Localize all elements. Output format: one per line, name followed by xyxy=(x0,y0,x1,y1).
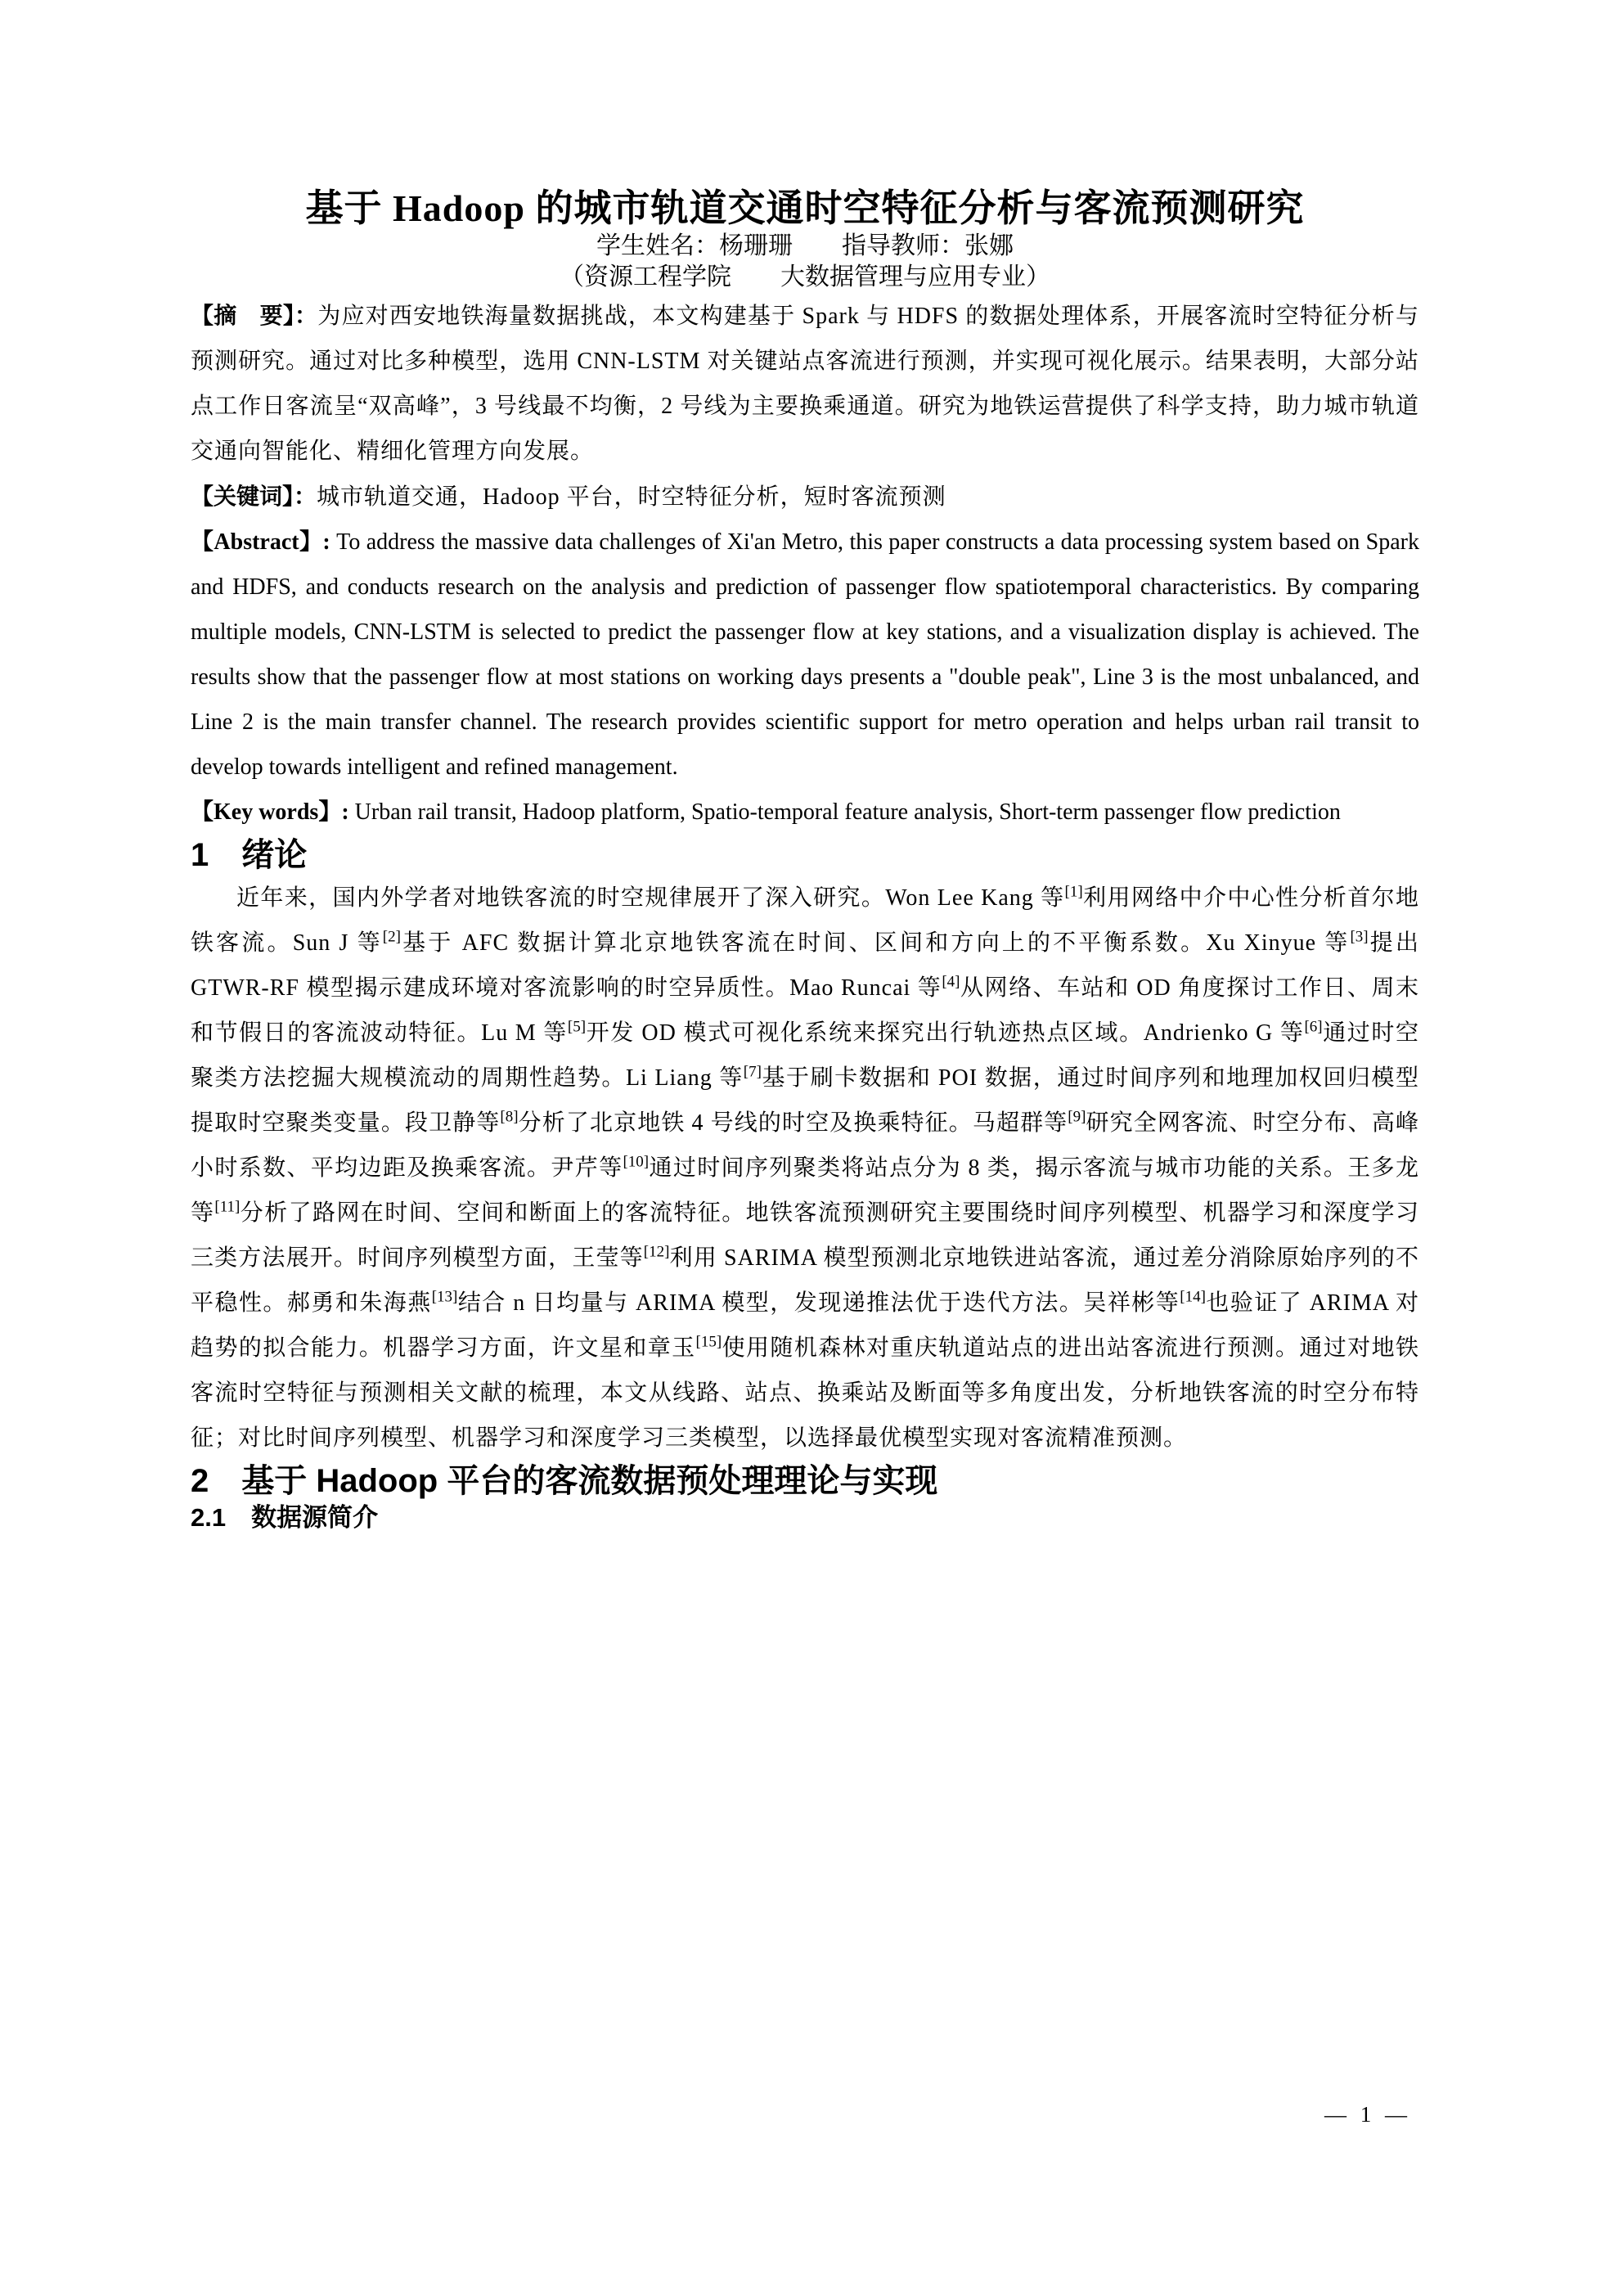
page-number: — 1 — xyxy=(1324,2102,1407,2127)
text-segment: 利用网络中介中心性分析首尔地铁客流。Sun J 等 xyxy=(191,885,1419,956)
text-segment: 从网络、车站和 OD 角度探讨工作日、周末和节假日的客流波动特征。Lu M 等 xyxy=(191,975,1419,1046)
keywords-en xyxy=(191,790,1419,835)
abstract-zh-label: 【摘 要】： xyxy=(191,303,318,328)
author-line: 学生姓名：杨珊珊 指导教师：张娜 xyxy=(596,232,1014,259)
intro-paragraph xyxy=(191,876,1419,1461)
citation-ref: [12] xyxy=(643,1243,670,1261)
abstract-en-body: To address the massive data challenges of Xi'an Metro, this paper constructs a data processing system based on Spark and HDFS, and conducts research on the analysis and prediction of passenger flow spatiotemporal characteristics. By comparing multiple models, CNN-LSTM is selected to predict the passenger flow at key stations, and a visualization display is achieved. The results show that the passenger flow at most stations on working days presents a "double peak", Line 3 is the most unbalanced, and Line 2 is the main transfer channel. The research provides scientific support for metro operation and helps urban rail transit to develop towards intelligent and refined management. xyxy=(191,529,1419,780)
citation-ref: [2] xyxy=(382,928,401,946)
text-segment: 分析了北京地铁 4 号线的时空及换乘特征。马超群等 xyxy=(518,1110,1068,1136)
text-segment: 基于 AFC 数据计算北京地铁客流在时间、区间和方向上的不平衡系数。Xu Xinyue 等 xyxy=(400,930,1351,956)
text-segment: 基于刷卡数据和 POI 数据，通过时间序列和地理加权回归模型提取时空聚类变量。段卫静等 xyxy=(191,1065,1419,1136)
text-segment: 通过时间序列聚类将站点分为 8 类，揭示客流与城市功能的关系。王多龙等 xyxy=(191,1155,1419,1226)
keywords-zh xyxy=(191,474,1419,520)
text-segment: 利用 SARIMA 模型预测北京地铁进站客流，通过差分消除原始序列的不平稳性。郝勇和朱海燕 xyxy=(191,1245,1419,1316)
text-segment: 也验证了 ARIMA 对趋势的拟合能力。机器学习方面，许文星和章玉 xyxy=(191,1290,1419,1361)
keywords-zh-label: 【关键词】： xyxy=(191,484,317,509)
keywords-en-label: 【Key words】: xyxy=(191,799,355,825)
citation-ref: [6] xyxy=(1304,1018,1323,1036)
citation-ref: [15] xyxy=(695,1333,722,1351)
text-segment: 近年来，国内外学者对地铁客流的时空规律展开了深入研究。Won Lee Kang 等 xyxy=(236,885,1065,911)
abstract-zh xyxy=(191,293,1419,474)
abstract-en-label: 【Abstract】: xyxy=(191,529,337,555)
citation-ref: [10] xyxy=(623,1153,650,1171)
keywords-zh-body: 城市轨道交通，Hadoop 平台，时空特征分析，短时客流预测 xyxy=(317,484,946,510)
text-segment: 通过时空聚类方法挖掘大规模流动的周期性趋势。Li Liang 等 xyxy=(191,1020,1419,1091)
text-segment: 开发 OD 模式可视化系统来探究出行轨迹热点区域。Andrienko G 等 xyxy=(586,1020,1305,1046)
text-segment: 结合 n 日均量与 ARIMA 模型，发现递推法优于迭代方法。吴祥彬等 xyxy=(457,1290,1180,1316)
citation-ref: [11] xyxy=(214,1198,241,1216)
paper-title: 基于 Hadoop 的城市轨道交通时空特征分析与客流预测研究 xyxy=(305,187,1305,229)
abstract-en xyxy=(191,520,1419,790)
citation-ref: [9] xyxy=(1068,1108,1086,1126)
citation-ref: [14] xyxy=(1180,1288,1206,1306)
citation-ref: [8] xyxy=(500,1108,519,1126)
citation-ref: [4] xyxy=(942,973,960,991)
citation-ref: [3] xyxy=(1350,928,1369,946)
citation-ref: [1] xyxy=(1064,883,1083,901)
abstract-zh-body: 为应对西安地铁海量数据挑战，本文构建基于 Spark 与 HDFS 的数据处理体系，开展客流时空特征分析与预测研究。通过对比多种模型，选用 CNN-LSTM 对关键站点客流进行预测，并实现可视化展示。结果表明，大部分站点工作日客流呈“双高峰”，3 号线最不均衡，2 号线为主要换乘通道。研究为地铁运营提供了科学支持，助力城市轨道交通向智能化、精细化管理方向发展。 xyxy=(191,304,1419,464)
text-segment: 研究全网客流、时空分布、高峰小时系数、平均边距及换乘客流。尹芹等 xyxy=(191,1110,1419,1181)
keywords-en-body: Urban rail transit, Hadoop platform, Spatio-temporal feature analysis, Short-term passenger flow prediction xyxy=(354,799,1341,825)
citation-ref: [7] xyxy=(743,1063,762,1081)
citation-ref: [5] xyxy=(567,1018,587,1036)
text-segment: 提出 GTWR-RF 模型揭示建成环境对客流影响的时空异质性。Mao Runcai 等 xyxy=(191,930,1419,1001)
text-segment: 使用随机森林对重庆轨道站点的进出站客流进行预测。通过对地铁客流时空特征与预测相关文献的梳理，本文从线路、站点、换乘站及断面等多角度出发，分析地铁客流的时空分布特征；对比时间序列模型、机器学习和深度学习三类模型，以选择最优模型实现对客流精准预测。 xyxy=(191,1335,1419,1451)
citation-ref: [13] xyxy=(431,1288,458,1306)
text-segment: 分析了路网在时间、空间和断面上的客流特征。地铁客流预测研究主要围绕时间序列模型、机器学习和深度学习三类方法展开。时间序列模型方面，王莹等 xyxy=(191,1200,1419,1271)
section-1-heading: 1 绪论 xyxy=(191,837,308,873)
affiliation-line: （资源工程学院 大数据管理与应用专业） xyxy=(560,263,1050,290)
section-2-heading: 2 基于 Hadoop 平台的客流数据预处理理论与实现 xyxy=(191,1463,938,1499)
section-2-1-heading: 2.1 数据源简介 xyxy=(191,1503,379,1532)
